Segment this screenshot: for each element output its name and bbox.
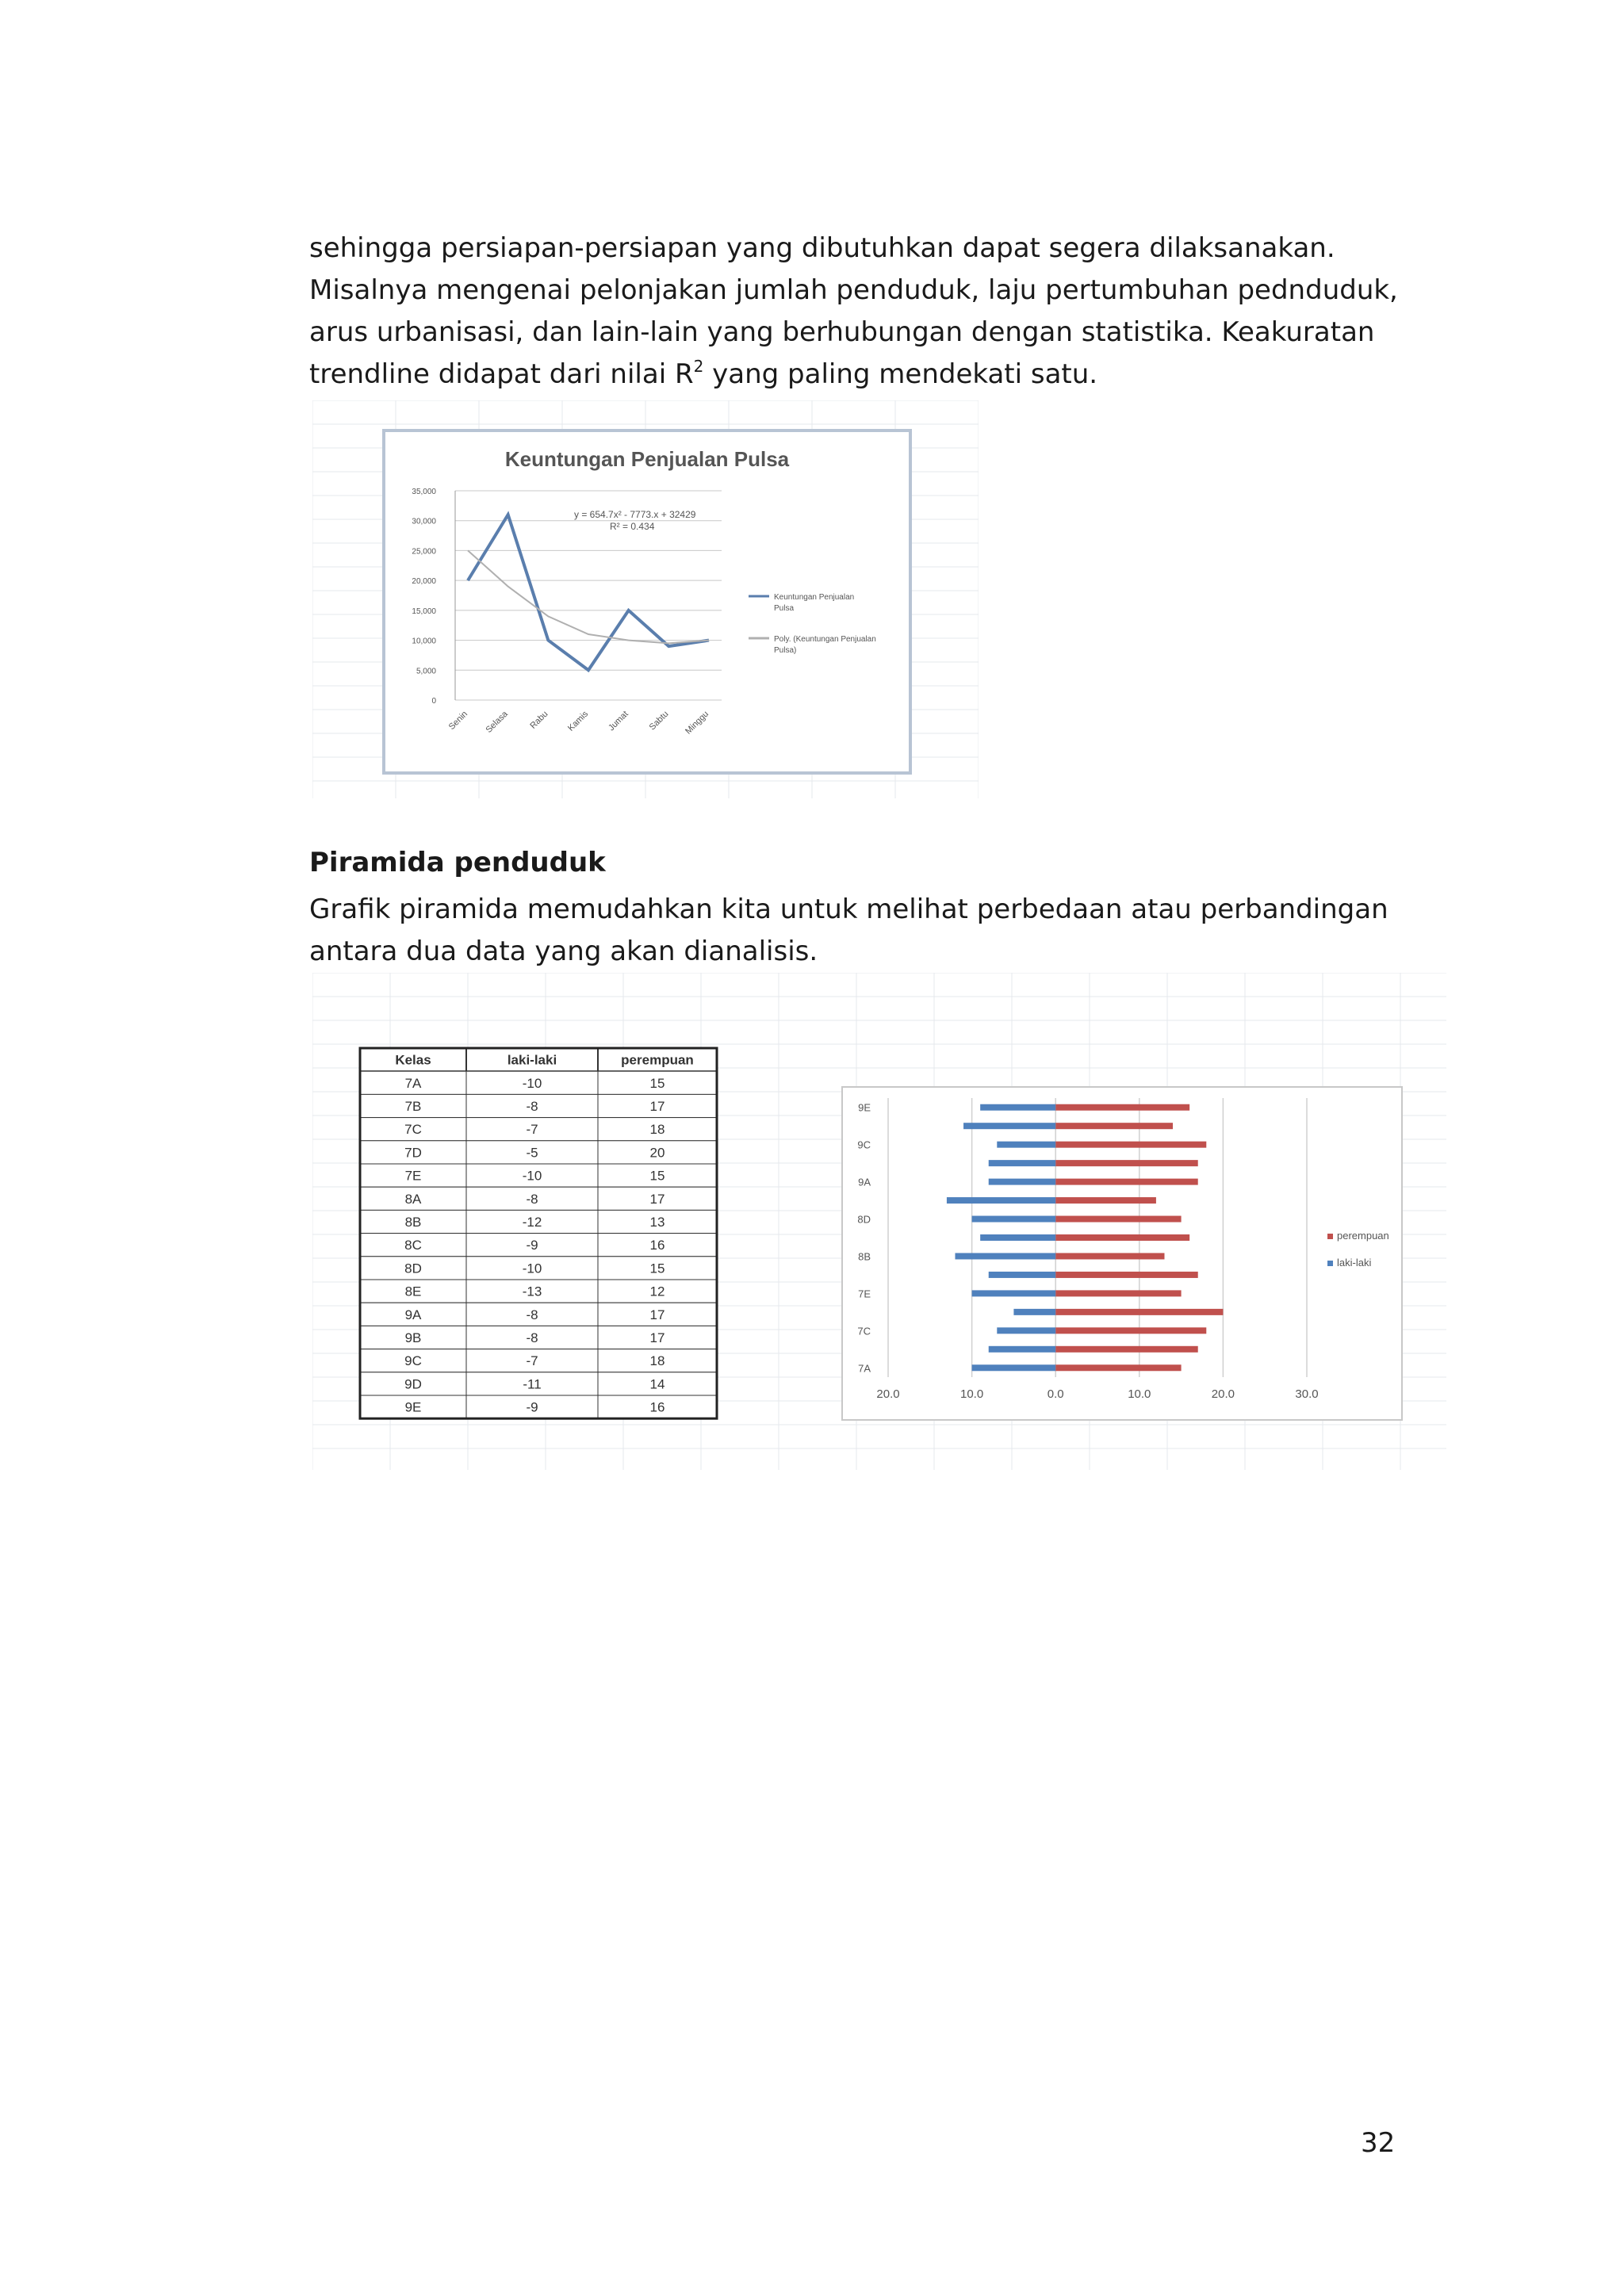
table-cell-text: -8 bbox=[526, 1307, 538, 1322]
table-cell-text: 7E bbox=[404, 1168, 422, 1184]
table-cell-text: 7D bbox=[404, 1145, 422, 1161]
table-cell-text: 8E bbox=[404, 1284, 422, 1299]
table-cell-text: 17 bbox=[649, 1330, 665, 1345]
bar-laki-laki bbox=[997, 1327, 1055, 1334]
table-cell-text: 9C bbox=[404, 1353, 422, 1369]
y-tick-label: 25,000 bbox=[412, 547, 436, 557]
table-cell-text: -10 bbox=[522, 1261, 542, 1276]
table-cell-text: -7 bbox=[526, 1122, 538, 1138]
superscript-2: 2 bbox=[693, 357, 704, 376]
table-cell-text: 18 bbox=[649, 1353, 665, 1369]
x-tick-label: 10.0 bbox=[959, 1387, 984, 1401]
bar-laki-laki bbox=[1013, 1309, 1055, 1315]
table-cell-text: -10 bbox=[522, 1075, 542, 1091]
line-chart bbox=[312, 400, 979, 798]
table-header-text: Kelas bbox=[395, 1052, 431, 1068]
y-tick-label: 20,000 bbox=[412, 577, 436, 587]
bar-laki-laki bbox=[989, 1179, 1055, 1185]
table-cell-text: 18 bbox=[649, 1122, 665, 1138]
table-cell-text: 15 bbox=[649, 1168, 665, 1184]
legend-label: perempuan bbox=[1337, 1230, 1389, 1242]
y-tick-label: 9E bbox=[858, 1101, 871, 1114]
table-cell-text: 8A bbox=[404, 1191, 422, 1207]
paragraph-intro bbox=[309, 228, 1435, 396]
bar-perempuan bbox=[1055, 1160, 1198, 1166]
y-tick-label: 15,000 bbox=[412, 607, 436, 616]
y-tick-label: 5,000 bbox=[416, 667, 436, 676]
table-cell-text: -9 bbox=[526, 1238, 538, 1253]
table-header-text: laki-laki bbox=[507, 1052, 557, 1068]
y-tick-label: 7C bbox=[857, 1325, 871, 1337]
y-tick-label: 30,000 bbox=[412, 517, 436, 526]
bar-laki-laki bbox=[980, 1104, 1055, 1111]
legend-label: laki-laki bbox=[1337, 1257, 1372, 1269]
table-cell-text: 16 bbox=[649, 1399, 665, 1415]
table-cell-text: 7C bbox=[404, 1122, 422, 1138]
x-tick-label: 0.0 bbox=[1047, 1387, 1064, 1401]
table-cell-text: -10 bbox=[522, 1168, 542, 1184]
bar-perempuan bbox=[1055, 1309, 1223, 1315]
x-tick-label: Jumat bbox=[607, 709, 630, 733]
table-cell-text: -5 bbox=[526, 1145, 538, 1161]
table-cell-text: 14 bbox=[649, 1376, 665, 1392]
table-cell-text: 7A bbox=[404, 1075, 422, 1091]
bar-laki-laki bbox=[963, 1123, 1055, 1129]
table-header-text: perempuan bbox=[621, 1052, 694, 1068]
table-cell-text: 9D bbox=[404, 1376, 422, 1392]
table-cell-text: -9 bbox=[526, 1399, 538, 1415]
page-number: 32 bbox=[1361, 2127, 1396, 2159]
table-cell-text: 8B bbox=[404, 1215, 422, 1230]
spreadsheet-screenshot-pyramid bbox=[312, 973, 1446, 1470]
table-cell-text: -13 bbox=[522, 1284, 542, 1299]
bar-perempuan bbox=[1055, 1364, 1181, 1371]
paragraph-intro-end: yang paling mendekati satu. bbox=[703, 358, 1098, 390]
pyramid-sheet bbox=[312, 973, 1446, 1470]
legend-label: Poly. (Keuntungan Penjualan Pulsa) bbox=[774, 635, 876, 655]
y-tick-label: 7E bbox=[858, 1288, 871, 1300]
bar-perempuan bbox=[1055, 1290, 1181, 1296]
table-cell-text: -8 bbox=[526, 1099, 538, 1114]
x-tick-label: Rabu bbox=[528, 709, 550, 731]
y-tick-label: 9A bbox=[858, 1176, 871, 1188]
bar-perempuan bbox=[1055, 1272, 1198, 1278]
table-cell-text: -12 bbox=[522, 1215, 542, 1230]
bar-laki-laki bbox=[972, 1216, 1056, 1223]
section-heading: Piramida penduduk bbox=[309, 847, 606, 878]
table-cell-text: 15 bbox=[649, 1075, 665, 1091]
paragraph-intro-main: sehingga persiapan-persiapan yang dibutuhkan dapat segera dilaksanakan. Misalnya mengenai pelonjakan jumlah penduduk, laju pertumbuhan pednduduk, arus urbanisasi, dan lain-lain yang berhubungan dengan statistika. Keakuratan trendline didapat dari nilai R bbox=[309, 232, 1398, 390]
x-tick-label: 20.0 bbox=[876, 1387, 900, 1401]
table-cell-text: 17 bbox=[649, 1191, 665, 1207]
bar-laki-laki bbox=[980, 1234, 1055, 1241]
y-tick-label: 8B bbox=[858, 1250, 871, 1263]
bar-perempuan bbox=[1055, 1216, 1181, 1223]
legend-label: Keuntungan Penjualan Pulsa bbox=[774, 593, 855, 613]
table-cell-text: -8 bbox=[526, 1191, 538, 1207]
trendline-equation: y = 654.7x² - 7773.x + 32429 bbox=[574, 509, 696, 520]
x-tick-label: 10.0 bbox=[1128, 1387, 1151, 1401]
y-tick-label: 8D bbox=[857, 1213, 871, 1226]
table-cell-text: -8 bbox=[526, 1330, 538, 1345]
bar-perempuan bbox=[1055, 1327, 1206, 1334]
bar-perempuan bbox=[1055, 1253, 1164, 1259]
bar-laki-laki bbox=[989, 1160, 1055, 1166]
trendline-r2: R² = 0.434 bbox=[610, 521, 655, 532]
x-tick-label: Kamis bbox=[566, 709, 591, 733]
bar-laki-laki bbox=[972, 1290, 1056, 1296]
table-cell-text: 13 bbox=[649, 1215, 665, 1230]
y-tick-label: 0 bbox=[431, 697, 436, 706]
table-cell-text: 9B bbox=[404, 1330, 422, 1345]
x-tick-label: Minggu bbox=[684, 709, 711, 737]
bar-perempuan bbox=[1055, 1346, 1198, 1353]
x-tick-label: Sabtu bbox=[647, 709, 671, 733]
bar-perempuan bbox=[1055, 1104, 1189, 1111]
legend-swatch bbox=[1327, 1234, 1333, 1239]
bar-perempuan bbox=[1055, 1142, 1206, 1148]
table-cell-text: 9E bbox=[404, 1399, 422, 1415]
bar-laki-laki bbox=[989, 1272, 1055, 1278]
data-table bbox=[360, 1048, 717, 1418]
bar-perempuan bbox=[1055, 1123, 1173, 1129]
x-tick-label: Selasa bbox=[484, 709, 510, 735]
x-tick-label: Senin bbox=[446, 709, 470, 733]
bar-laki-laki bbox=[947, 1197, 1055, 1203]
paragraph-pyramid: Grafik piramida memudahkan kita untuk melihat perbedaan atau perbandingan antara dua data yang akan dianalisis. bbox=[309, 894, 1388, 967]
table-cell-text: 16 bbox=[649, 1238, 665, 1253]
table-cell-text: 12 bbox=[649, 1284, 665, 1299]
x-tick-label: 30.0 bbox=[1295, 1387, 1319, 1401]
x-tick-label: 20.0 bbox=[1211, 1387, 1235, 1401]
y-tick-label: 7A bbox=[858, 1362, 871, 1375]
table-cell-text: 9A bbox=[404, 1307, 422, 1322]
bar-laki-laki bbox=[972, 1364, 1056, 1371]
bar-laki-laki bbox=[955, 1253, 1055, 1259]
table-cell-text: 17 bbox=[649, 1307, 665, 1322]
y-tick-label: 9C bbox=[857, 1138, 871, 1151]
legend-swatch bbox=[1327, 1261, 1333, 1266]
bar-perempuan bbox=[1055, 1197, 1156, 1203]
bar-laki-laki bbox=[997, 1142, 1055, 1148]
table-cell-text: 17 bbox=[649, 1099, 665, 1114]
table-cell-text: 8D bbox=[404, 1261, 422, 1276]
bar-laki-laki bbox=[989, 1346, 1055, 1353]
chart-title: Keuntungan Penjualan Pulsa bbox=[504, 447, 790, 471]
table-cell-text: 15 bbox=[649, 1261, 665, 1276]
y-tick-label: 35,000 bbox=[412, 488, 436, 496]
table-cell-text: 20 bbox=[649, 1145, 665, 1161]
table-cell-text: -11 bbox=[523, 1376, 542, 1392]
table-cell-text: 8C bbox=[404, 1238, 422, 1253]
spreadsheet-screenshot-line-chart bbox=[312, 400, 979, 798]
table-cell-text: 7B bbox=[404, 1099, 422, 1114]
table-cell-text: -7 bbox=[526, 1353, 538, 1369]
y-tick-label: 10,000 bbox=[412, 637, 436, 646]
bar-perempuan bbox=[1055, 1179, 1198, 1185]
bar-perempuan bbox=[1055, 1234, 1189, 1241]
